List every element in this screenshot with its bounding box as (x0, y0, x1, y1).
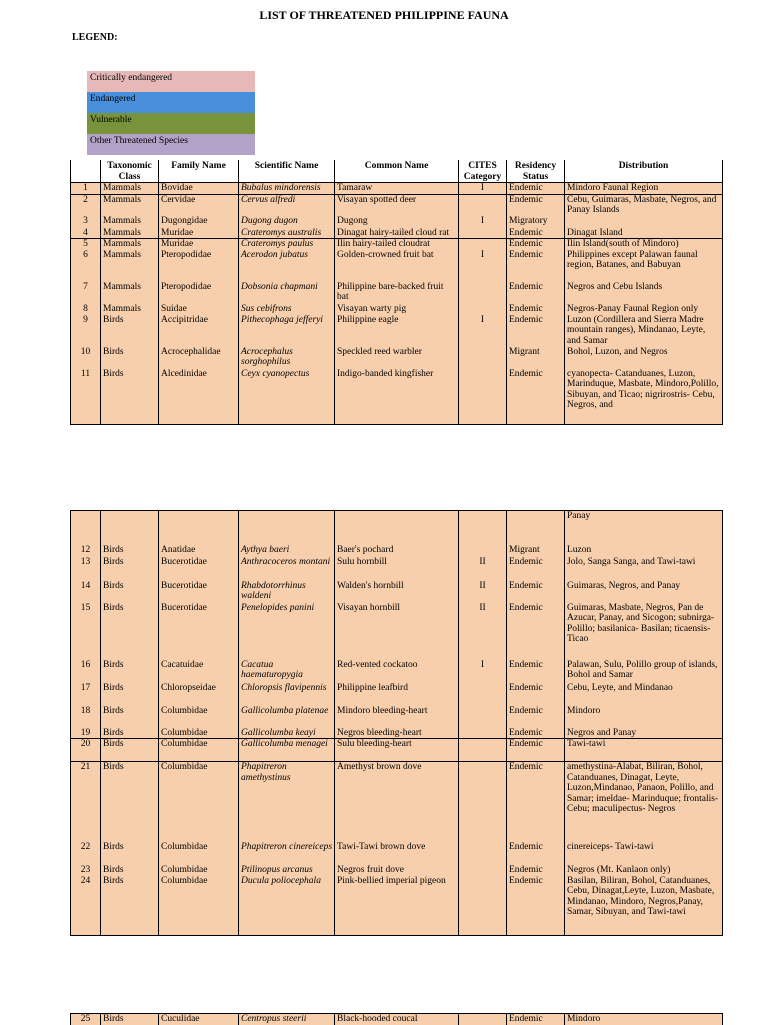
family-cell: Columbidae (159, 876, 239, 936)
family-cell: Pteropodidae (159, 250, 239, 282)
table-row (71, 1014, 723, 1025)
row-number: 11 (71, 369, 101, 425)
scientific-name-cell: Gallicolumba platenae (239, 706, 335, 728)
scientific-name-cell: Gallicolumba menagei (239, 739, 335, 762)
residency-cell: Endemic (507, 304, 565, 315)
cites-cell: II (459, 557, 507, 581)
row-number: 21 (71, 762, 101, 842)
row-number: 10 (71, 347, 101, 369)
family-cell: Bucerotidae (159, 581, 239, 603)
distribution-cell: amethystina-Alabat, Biliran, Bohol, Catanduanes, Dinagat, Leyte, Luzon,Mindanao, Panaon, Polillo, and Samar; imeldae- Marinduque; frontalis- Cebu; maculipectus- Negros (565, 762, 723, 842)
common-name-cell: Walden's hornbill (335, 581, 459, 603)
scientific-name-cell: Ptilinopus arcanus (239, 865, 335, 876)
common-name-cell: Sulu bleeding-heart (335, 739, 459, 762)
residency-cell: Endemic (507, 228, 565, 239)
cites-cell (459, 728, 507, 739)
cites-cell: I (459, 183, 507, 195)
row-number: 1 (71, 183, 101, 195)
row-number: 17 (71, 683, 101, 706)
distribution-cell: Negros-Panay Faunal Region only (565, 304, 723, 315)
distribution-cell: Philippines except Palawan faunal region, Batanes, and Babuyan (565, 250, 723, 282)
common-name-cell: Visayan spotted deer (335, 194, 459, 216)
cites-cell (459, 762, 507, 842)
table-row (71, 728, 723, 739)
common-name-cell: Black-hooded coucal (335, 1014, 459, 1025)
family-cell: Cervidae (159, 194, 239, 216)
family-cell: Acrocephalidae (159, 347, 239, 369)
table-row (71, 304, 723, 315)
row-number: 16 (71, 660, 101, 683)
taxonomic-class-cell: Birds (101, 762, 159, 842)
residency-cell: Endemic (507, 183, 565, 195)
cites-cell (459, 511, 507, 545)
table-row (71, 842, 723, 865)
common-name-cell: Visayan hornbill (335, 603, 459, 660)
scientific-name-cell: Cervus alfredi (239, 194, 335, 216)
residency-cell: Endemic (507, 660, 565, 683)
distribution-cell: Dinagat Island (565, 228, 723, 239)
common-name-cell: Visayan warty pig (335, 304, 459, 315)
taxonomic-class-cell: Birds (101, 369, 159, 425)
cites-cell (459, 876, 507, 936)
scientific-name-cell: Crateromys paulus (239, 239, 335, 250)
table-row (71, 282, 723, 304)
common-name-cell: Speckled reed warbler (335, 347, 459, 369)
distribution-cell: Mindoro (565, 1014, 723, 1025)
scientific-name-cell: Anthracoceros montani (239, 557, 335, 581)
common-name-cell: Philippine eagle (335, 315, 459, 347)
scientific-name-cell: Centropus steerii (239, 1014, 335, 1025)
common-name-cell: Philippine leafbird (335, 683, 459, 706)
taxonomic-class-cell: Birds (101, 842, 159, 865)
table-row (71, 581, 723, 603)
family-cell: Cuculidae (159, 1014, 239, 1025)
common-name-cell: Amethyst brown dove (335, 762, 459, 842)
table-row (71, 228, 723, 239)
row-number: 13 (71, 557, 101, 581)
scientific-name-cell: Penelopides panini (239, 603, 335, 660)
taxonomic-class-cell: Birds (101, 603, 159, 660)
table-row (71, 603, 723, 660)
family-cell: Anatidae (159, 545, 239, 557)
residency-cell: Endemic (507, 876, 565, 936)
residency-cell: Endemic (507, 865, 565, 876)
distribution-cell: Basilan, Biliran, Bohol, Catanduanes, Cebu, Dinagat,Leyte, Luzon, Masbate, Mindanao, Mindoro, Negros,Panay, Samar, Sibuyan, and Tawi-tawi (565, 876, 723, 936)
family-cell: Muridae (159, 239, 239, 250)
taxonomic-class-cell: Mammals (101, 194, 159, 216)
table-row (71, 347, 723, 369)
residency-cell: Migrant (507, 347, 565, 369)
family-cell: Suidae (159, 304, 239, 315)
row-number: 7 (71, 282, 101, 304)
cites-cell (459, 239, 507, 250)
common-name-cell: Philippine bare-backed fruit bat (335, 282, 459, 304)
legend-label: LEGEND: (72, 32, 118, 43)
table-row (71, 706, 723, 728)
family-cell: Muridae (159, 228, 239, 239)
family-cell: Columbidae (159, 739, 239, 762)
taxonomic-class-cell: Birds (101, 876, 159, 936)
table-row (71, 865, 723, 876)
cites-cell (459, 282, 507, 304)
row-number: 19 (71, 728, 101, 739)
distribution-cell: Negros and Cebu Islands (565, 282, 723, 304)
taxonomic-class-cell: Mammals (101, 183, 159, 195)
common-name-cell: Pink-bellied imperial pigeon (335, 876, 459, 936)
row-number: 25 (71, 1014, 101, 1025)
residency-cell: Endemic (507, 728, 565, 739)
page-title: LIST OF THREATENED PHILIPPINE FAUNA (259, 8, 509, 22)
residency-cell: Migratory (507, 216, 565, 228)
taxonomic-class-cell: Birds (101, 545, 159, 557)
row-number: 6 (71, 250, 101, 282)
residency-cell: Endemic (507, 739, 565, 762)
taxonomic-class-cell: Birds (101, 660, 159, 683)
residency-cell: Endemic (507, 1014, 565, 1025)
table-row (71, 183, 723, 195)
cites-cell: I (459, 216, 507, 228)
cites-cell (459, 1014, 507, 1025)
family-cell: Bucerotidae (159, 557, 239, 581)
taxonomic-class-cell: Birds (101, 706, 159, 728)
distribution-cell: cyanopecta- Catanduanes, Luzon, Marinduque, Masbate, Mindoro,Polillo, Sibuyan, and Ticao; nigrirostris- Cebu, Negros, and (565, 369, 723, 425)
family-cell: Columbidae (159, 706, 239, 728)
distribution-cell: Cebu, Guimaras, Masbate, Negros, and Panay Islands (565, 194, 723, 216)
common-name-cell: Negros fruit dove (335, 865, 459, 876)
family-cell: Dugongidae (159, 216, 239, 228)
common-name-cell: Golden-crowned fruit bat (335, 250, 459, 282)
residency-cell (507, 511, 565, 545)
common-name-cell: Ilin hairy-tailed cloudrat (335, 239, 459, 250)
common-name-cell: Dugong (335, 216, 459, 228)
scientific-name-cell: Ceyx cyanopectus (239, 369, 335, 425)
table-row (71, 216, 723, 228)
family-cell: Chloropseidae (159, 683, 239, 706)
table-row (71, 315, 723, 347)
cites-cell (459, 347, 507, 369)
scientific-name-cell: Crateromys australis (239, 228, 335, 239)
family-cell: Columbidae (159, 865, 239, 876)
residency-cell: Endemic (507, 557, 565, 581)
header-number (71, 160, 101, 183)
family-cell: Alcedinidae (159, 369, 239, 425)
table-row (71, 876, 723, 936)
taxonomic-class-cell: Mammals (101, 282, 159, 304)
row-number: 8 (71, 304, 101, 315)
table-row (71, 250, 723, 282)
distribution-cell: Tawi-tawi (565, 739, 723, 762)
distribution-cell: cinereiceps- Tawi-tawi (565, 842, 723, 865)
distribution-cell: Guimaras, Masbate, Negros, Pan de Azucar, Panay, and Sicogon; subnirga- Polillo; basilanica- Basilan; ticaensis- Ticao (565, 603, 723, 660)
row-number (71, 511, 101, 545)
table-row (71, 557, 723, 581)
distribution-cell: Mindoro (565, 706, 723, 728)
scientific-name-cell (239, 511, 335, 545)
header-scientific-name: Scientific Name (239, 160, 335, 183)
distribution-cell: Luzon (565, 545, 723, 557)
cites-cell (459, 369, 507, 425)
row-number: 2 (71, 194, 101, 216)
taxonomic-class-cell: Birds (101, 581, 159, 603)
cites-cell (459, 865, 507, 876)
residency-cell: Endemic (507, 315, 565, 347)
cites-cell (459, 228, 507, 239)
scientific-name-cell: Chloropsis flavipennis (239, 683, 335, 706)
residency-cell: Endemic (507, 282, 565, 304)
cites-cell: II (459, 603, 507, 660)
family-cell: Accipitridae (159, 315, 239, 347)
residency-cell: Endemic (507, 239, 565, 250)
scientific-name-cell: Phapitreron cinereiceps (239, 842, 335, 865)
table-row (71, 369, 723, 425)
distribution-cell (565, 216, 723, 228)
header-distribution: Distribution (565, 160, 723, 183)
scientific-name-cell: Acerodon jubatus (239, 250, 335, 282)
table-row (71, 194, 723, 216)
family-cell: Bovidae (159, 183, 239, 195)
residency-cell: Endemic (507, 194, 565, 216)
scientific-name-cell: Phapitreron amethystinus (239, 762, 335, 842)
taxonomic-class-cell: Birds (101, 1014, 159, 1025)
table-row (71, 762, 723, 842)
row-number: 20 (71, 739, 101, 762)
scientific-name-cell: Rhabdotorrhinus waldeni (239, 581, 335, 603)
taxonomic-class-cell: Birds (101, 347, 159, 369)
taxonomic-class-cell: Birds (101, 557, 159, 581)
family-cell: Bucerotidae (159, 603, 239, 660)
distribution-cell: Mindoro Faunal Region (565, 183, 723, 195)
legend-vulnerable: Vulnerable (87, 113, 255, 134)
table-row (71, 683, 723, 706)
row-number: 18 (71, 706, 101, 728)
header-family-name: Family Name (159, 160, 239, 183)
common-name-cell: Mindoro bleeding-heart (335, 706, 459, 728)
legend-critically-endangered: Critically endangered (87, 71, 255, 92)
family-cell: Columbidae (159, 728, 239, 739)
residency-cell: Endemic (507, 603, 565, 660)
fauna-table-page-2 (70, 510, 723, 936)
table-row (71, 511, 723, 545)
taxonomic-class-cell: Mammals (101, 228, 159, 239)
distribution-cell: Guimaras, Negros, and Panay (565, 581, 723, 603)
cites-cell: I (459, 660, 507, 683)
cites-cell: I (459, 250, 507, 282)
residency-cell: Endemic (507, 683, 565, 706)
residency-cell: Endemic (507, 706, 565, 728)
family-cell: Cacatuidae (159, 660, 239, 683)
distribution-cell: Palawan, Sulu, Polillo group of islands, Bohol and Samar (565, 660, 723, 683)
residency-cell: Endemic (507, 762, 565, 842)
residency-cell: Endemic (507, 842, 565, 865)
scientific-name-cell: Dugong dugon (239, 216, 335, 228)
row-number: 14 (71, 581, 101, 603)
row-number: 4 (71, 228, 101, 239)
common-name-cell (335, 511, 459, 545)
cites-cell (459, 545, 507, 557)
residency-cell: Endemic (507, 581, 565, 603)
taxonomic-class-cell: Birds (101, 315, 159, 347)
row-number: 15 (71, 603, 101, 660)
distribution-cell: Ilin Island(south of Mindoro) (565, 239, 723, 250)
cites-cell: II (459, 581, 507, 603)
fauna-table-page-3 (70, 1013, 723, 1025)
cites-cell: I (459, 315, 507, 347)
distribution-cell: Negros (Mt. Kanlaon only) (565, 865, 723, 876)
taxonomic-class-cell: Mammals (101, 250, 159, 282)
distribution-cell: Luzon (Cordillera and Sierra Madre mountain ranges), Mindanao, Leyte, and Samar (565, 315, 723, 347)
fauna-table-page-1 (70, 160, 723, 425)
table-row (71, 660, 723, 683)
scientific-name-cell: Aythya baeri (239, 545, 335, 557)
taxonomic-class-cell: Birds (101, 728, 159, 739)
scientific-name-cell: Cacatua haematuropygia (239, 660, 335, 683)
common-name-cell: Tamaraw (335, 183, 459, 195)
common-name-cell: Tawi-Tawi brown dove (335, 842, 459, 865)
cites-cell (459, 706, 507, 728)
scientific-name-cell: Acrocephalus sorghophilus (239, 347, 335, 369)
header-residency-status: Residency Status (507, 160, 565, 183)
cites-cell (459, 842, 507, 865)
family-cell: Pteropodidae (159, 282, 239, 304)
common-name-cell: Dinagat hairy-tailed cloud rat (335, 228, 459, 239)
table-row (71, 239, 723, 250)
row-number: 12 (71, 545, 101, 557)
family-cell: Columbidae (159, 762, 239, 842)
taxonomic-class-cell: Birds (101, 683, 159, 706)
scientific-name-cell: Sus cebifrons (239, 304, 335, 315)
row-number: 22 (71, 842, 101, 865)
scientific-name-cell: Gallicolumba keayi (239, 728, 335, 739)
row-number: 24 (71, 876, 101, 936)
distribution-cell: Bohol, Luzon, and Negros (565, 347, 723, 369)
distribution-cell: Negros and Panay (565, 728, 723, 739)
cites-cell (459, 683, 507, 706)
table-row (71, 739, 723, 762)
table-row (71, 545, 723, 557)
cites-cell (459, 739, 507, 762)
taxonomic-class-cell (101, 511, 159, 545)
family-cell: Columbidae (159, 842, 239, 865)
legend-endangered: Endangered (87, 92, 255, 113)
common-name-cell: Negros bleeding-heart (335, 728, 459, 739)
row-number: 5 (71, 239, 101, 250)
common-name-cell: Red-vented cockatoo (335, 660, 459, 683)
distribution-cell: Panay (565, 511, 723, 545)
cites-cell (459, 194, 507, 216)
taxonomic-class-cell: Mammals (101, 304, 159, 315)
common-name-cell: Sulu hornbill (335, 557, 459, 581)
common-name-cell: Baer's pochard (335, 545, 459, 557)
scientific-name-cell: Pithecophaga jefferyi (239, 315, 335, 347)
header-common-name: Common Name (335, 160, 459, 183)
common-name-cell: Indigo-banded kingfisher (335, 369, 459, 425)
row-number: 3 (71, 216, 101, 228)
scientific-name-cell: Dobsonia chapmani (239, 282, 335, 304)
distribution-cell: Jolo, Sanga Sanga, and Tawi-tawi (565, 557, 723, 581)
distribution-cell: Cebu, Leyte, and Mindanao (565, 683, 723, 706)
legend-other-threatened: Other Threatened Species (87, 134, 255, 155)
taxonomic-class-cell: Birds (101, 865, 159, 876)
row-number: 9 (71, 315, 101, 347)
row-number: 23 (71, 865, 101, 876)
taxonomic-class-cell: Mammals (101, 216, 159, 228)
residency-cell: Migrant (507, 545, 565, 557)
scientific-name-cell: Ducula poliocephala (239, 876, 335, 936)
header-taxonomic-class: Taxonomic Class (101, 160, 159, 183)
taxonomic-class-cell: Mammals (101, 239, 159, 250)
cites-cell (459, 304, 507, 315)
header-cites-category: CITES Category (459, 160, 507, 183)
residency-cell: Endemic (507, 250, 565, 282)
family-cell (159, 511, 239, 545)
residency-cell: Endemic (507, 369, 565, 425)
taxonomic-class-cell: Birds (101, 739, 159, 762)
scientific-name-cell: Bubalus mindorensis (239, 183, 335, 195)
